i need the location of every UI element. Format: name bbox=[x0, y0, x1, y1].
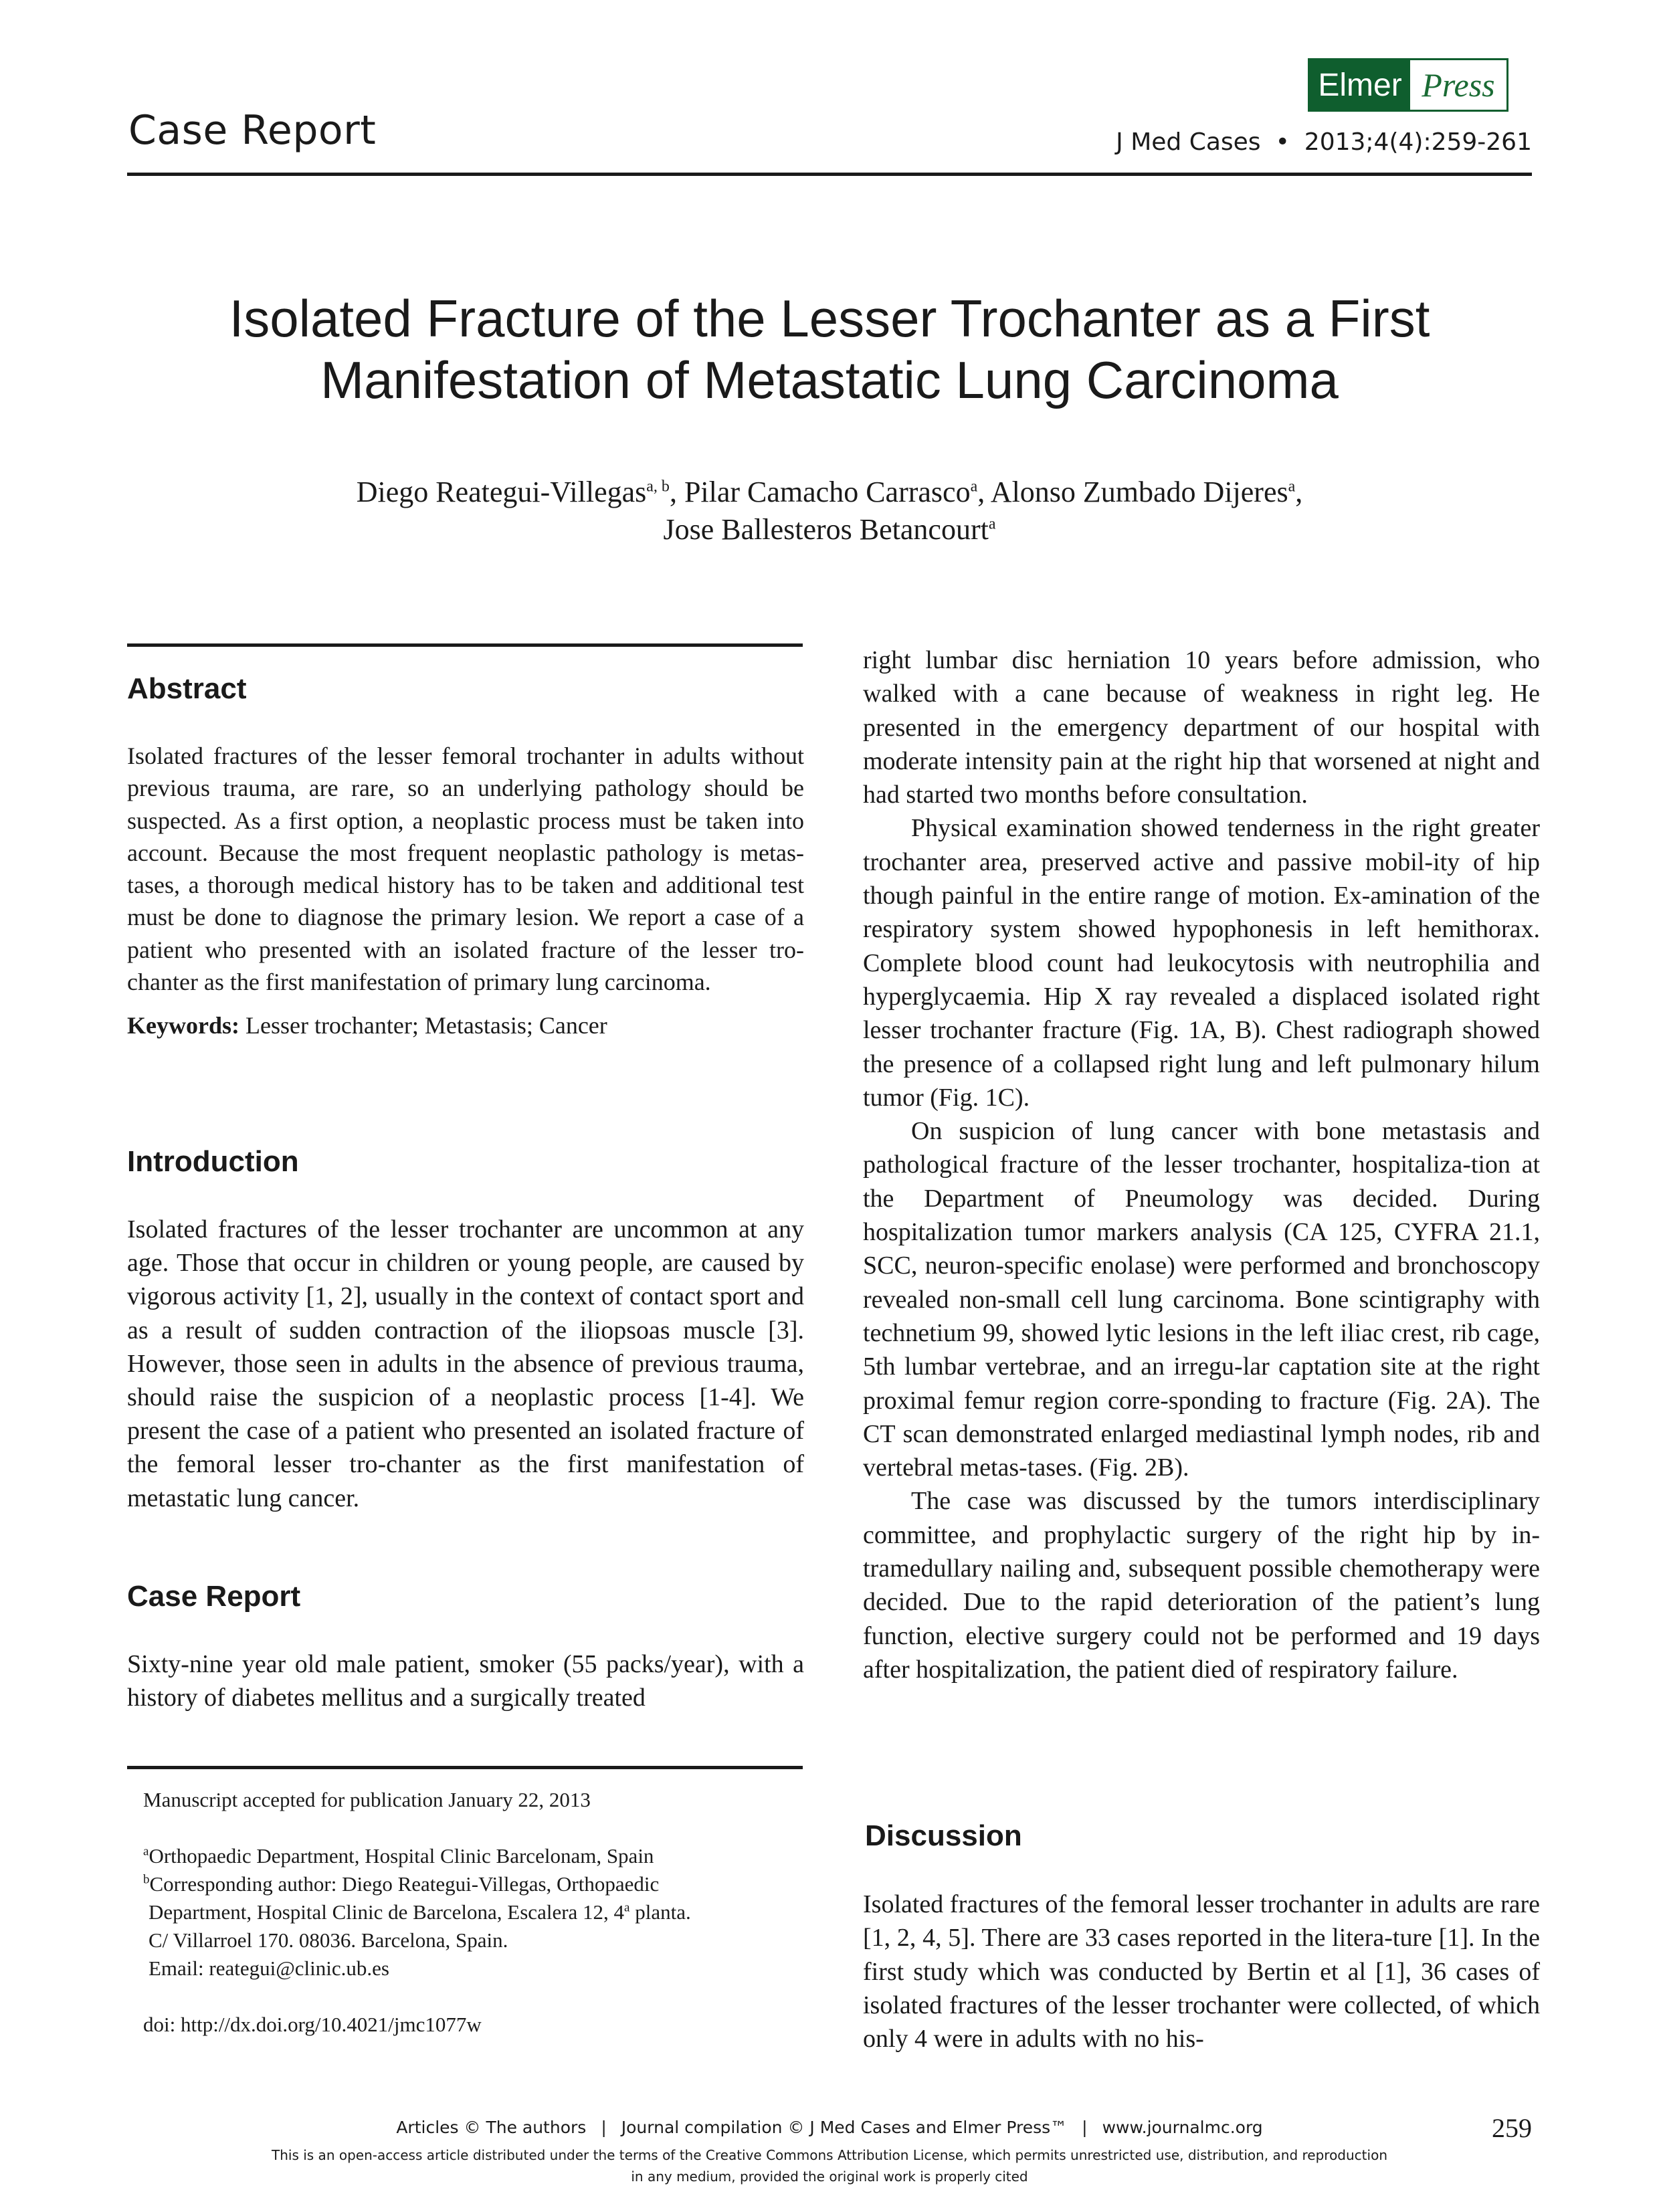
abstract-top-rule bbox=[127, 643, 803, 647]
accepted-date: Manuscript accepted for publication January 22, 2013 bbox=[143, 1788, 591, 1811]
section-label: Case Report bbox=[128, 107, 377, 154]
journal-citation bbox=[1116, 128, 1532, 156]
keywords-label: Keywords: bbox=[127, 1012, 239, 1039]
affiliation-mark: b bbox=[143, 1872, 150, 1887]
address-text: planta. bbox=[629, 1900, 691, 1924]
author-name: Pilar Camacho Carrasco bbox=[684, 476, 971, 508]
author-separator: , bbox=[977, 476, 991, 508]
affiliation-a bbox=[143, 1842, 812, 1870]
abstract-heading: Abstract bbox=[127, 672, 247, 705]
case-report-left-body bbox=[127, 1647, 804, 1714]
author-affiliation: a, b bbox=[646, 478, 670, 496]
footnote-divider bbox=[127, 1766, 803, 1769]
address-line bbox=[143, 1898, 812, 1926]
author-affiliation: a bbox=[970, 478, 978, 496]
copyright-text: Articles © The authors bbox=[396, 2118, 587, 2137]
affiliation-b bbox=[143, 1870, 812, 1898]
logo-press-text: Press bbox=[1410, 60, 1506, 110]
affiliation-text: Corresponding author: Diego Reategui-Villegas, Orthopaedic bbox=[149, 1872, 660, 1896]
email-link[interactable]: Email: reategui@clinic.ub.es bbox=[149, 1956, 389, 1980]
license-line-1: This is an open-access article distributed under the terms of the Creative Commons Attribution License, which permits unrestricted use, distribution, and reproduction bbox=[272, 2147, 1387, 2163]
address-line: C/ Villarroel 170. 08036. Barcelona, Spain. bbox=[149, 1928, 508, 1952]
discussion-body bbox=[863, 1888, 1540, 2055]
license-line-2: in any medium, provided the original work is properly cited bbox=[631, 2169, 1028, 2185]
author-affiliation: a bbox=[988, 515, 996, 533]
author-name: Alonso Zumbado Dijeres bbox=[990, 476, 1288, 508]
volume-info: 2013;4(4):259-261 bbox=[1304, 128, 1532, 156]
bullet-separator: • bbox=[1275, 128, 1290, 156]
logo-elmer-text: Elmer bbox=[1318, 67, 1402, 103]
ordinal-mark: a bbox=[624, 1900, 630, 1915]
article-title bbox=[161, 288, 1498, 411]
footer-credits bbox=[0, 2118, 1659, 2137]
author-name: Jose Ballesteros Betancourt bbox=[663, 513, 989, 546]
introduction-text: Isolated fractures of the lesser trochanter are uncommon at any age. Those that occur in children or young people, are caused by vigorous activity [1, 2], usually in the context of contact sport and as a result of sudden contraction of the iliopsoas muscle [3]. However, those seen in adults in the absence of previous trauma, should raise the suspicion of a neoplastic process [1-4]. We present the case of a patient who presented an isolated fracture of the femoral lesser tro-chanter as the first manifestation of metastatic lung cancer. bbox=[127, 1215, 804, 1512]
elmer-press-logo bbox=[1308, 58, 1508, 112]
footer-separator: | bbox=[1082, 2118, 1088, 2137]
case-report-paragraph: right lumbar disc herniation 10 years before admission, who walked with a cane because of weakness in right leg. He presented in the emergency department of our hospital with moderate intensity pain at the right hip that worsened at night and had started two months before consultation. bbox=[863, 646, 1540, 809]
discussion-text: Isolated fractures of the femoral lesser trochanter in adults are rare [1, 2, 4, 5]. There are 33 cases reported in the litera-ture [1]. In the first study which was conducted by Bertin et al [1], 36 cases of isolated fractures of the lesser trochanter were collected, of which only 4 were in adults with no his- bbox=[863, 1890, 1540, 2053]
author-separator: , bbox=[1295, 476, 1303, 508]
keywords-list: Lesser trochanter; Metastasis; Cancer bbox=[245, 1012, 607, 1039]
case-report-paragraph: The case was discussed by the tumors interdisciplinary committee, and prophylactic surgery of the right hip by in-tramedullary nailing and, subsequent possible chemotherapy were decided. Due to the rapid deterioration of the patient’s lung function, elective surgery could not be performed and 19 days after hospitalization, the patient died of respiratory failure. bbox=[863, 1487, 1540, 1684]
affiliation-mark: a bbox=[143, 1844, 149, 1859]
title-line-1: Isolated Fracture of the Lesser Trochanter as a First bbox=[229, 289, 1430, 348]
keywords bbox=[127, 1011, 607, 1039]
discussion-heading: Discussion bbox=[865, 1819, 1022, 1852]
author-affiliation: a bbox=[1288, 478, 1296, 496]
author-list bbox=[161, 474, 1498, 548]
abstract-text: Isolated fractures of the lesser femoral trochanter in adults without previous trauma, are rare, so an underlying pathology should be suspected. As a first option, a neoplastic process must be taken into account. Because the most frequent neoplastic pathology is metas-tases, a thorough medical history has to be taken and additional test must be done to diagnose the primary lesion. We report a case of a patient who presented with an isolated fracture of the lesser tro-chanter as the first manifestation of primary lung carcinoma. bbox=[127, 742, 804, 996]
affiliation-text: Orthopaedic Department, Hospital Clinic Barcelonam, Spain bbox=[149, 1844, 654, 1868]
case-report-paragraph: On suspicion of lung cancer with bone metastasis and pathological fracture of the lesser trochanter, hospitaliza-tion at the Department of Pneumology was decided. During hospitalization tumor markers analysis (CA 125, CYFRA 21.1, SCC, neuron-specific enolase) were performed and bronchoscopy revealed non-small cell lung carcinoma. Bone scintigraphy with technetium 99, showed lytic lesions in the left iliac crest, rib cage, 5th lumbar vertebrae, and an irregu-lar captation site at the right proximal femur region corre-sponding to fracture (Fig. 2A). The CT scan demonstrated enlarged mediastinal lymph nodes, rib and vertebral metas-tases. (Fig. 2B). bbox=[863, 1117, 1540, 1482]
header-divider bbox=[127, 173, 1532, 176]
journal-name: J Med Cases bbox=[1116, 128, 1261, 156]
author-separator: , bbox=[669, 476, 684, 508]
case-report-heading: Case Report bbox=[127, 1580, 301, 1613]
case-report-paragraph: Physical examination showed tenderness in the right greater trochanter area, preserved active and passive mobil-ity of hip though painful in the entire range of motion. Ex-amination of the respiratory system showed hypophonesis in left hemithorax. Complete blood count had leukocytosis with neutrophilia and hyperglycaemia. Hip X ray revealed a displaced isolated right lesser trochanter fracture (Fig. 1A, B). Chest radiograph showed the presence of a collapsed right lung and left pulmonary hilum tumor (Fig. 1C). bbox=[863, 814, 1540, 1112]
website-link[interactable]: www.journalmc.org bbox=[1102, 2118, 1263, 2137]
page-number: 259 bbox=[1492, 2113, 1532, 2143]
case-report-text-start: Sixty-nine year old male patient, smoker (55 packs/year), with a history of diabetes mellitus and a surgically treated bbox=[127, 1650, 804, 1712]
introduction-body bbox=[127, 1213, 804, 1515]
title-line-2: Manifestation of Metastatic Lung Carcinoma bbox=[320, 350, 1339, 409]
compilation-text: Journal compilation © J Med Cases and Elmer Press™ bbox=[621, 2118, 1068, 2137]
case-report-right-body bbox=[863, 643, 1540, 1686]
abstract-body bbox=[127, 740, 804, 998]
footnotes bbox=[143, 1786, 812, 2039]
footer-separator: | bbox=[601, 2118, 607, 2137]
doi-link[interactable]: doi: http://dx.doi.org/10.4021/jmc1077w bbox=[143, 2013, 482, 2036]
introduction-heading: Introduction bbox=[127, 1145, 299, 1178]
author-name: Diego Reategui-Villegas bbox=[356, 476, 647, 508]
address-text: Department, Hospital Clinic de Barcelona, Escalera 12, 4 bbox=[149, 1900, 625, 1924]
